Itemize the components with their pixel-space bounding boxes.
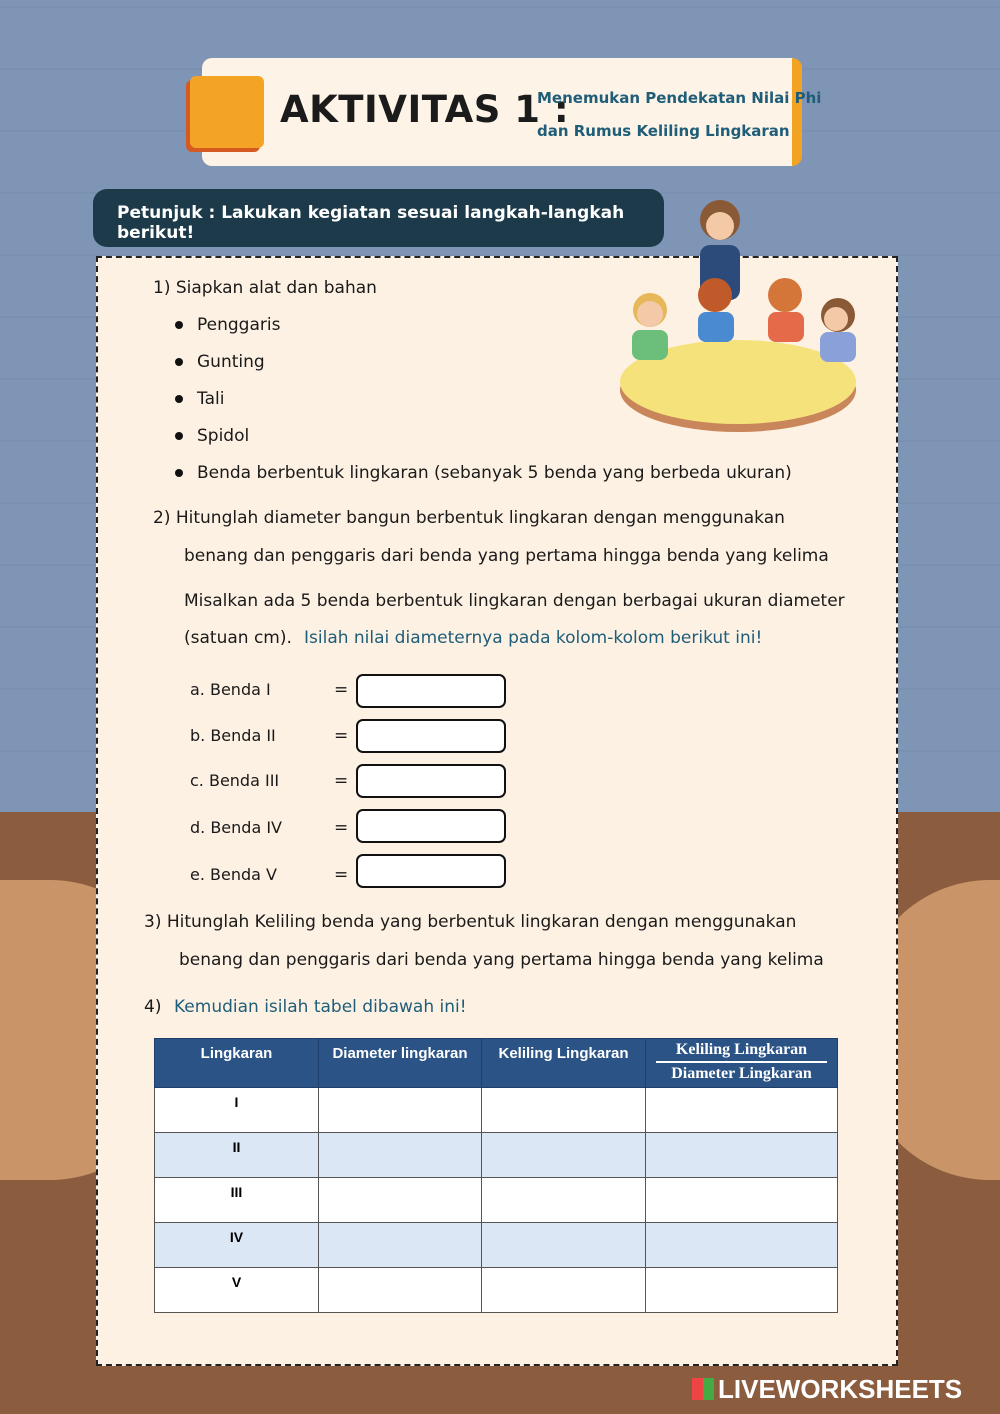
step2-text: (satuan cm). — [184, 628, 292, 648]
bullet-icon — [175, 321, 183, 329]
table-row — [155, 1268, 838, 1313]
step2-text: 2) Hitunglah diameter bangun berbentuk lingkaran dengan menggunakan — [153, 508, 785, 528]
row-label: II — [155, 1133, 319, 1178]
table-cell[interactable] — [482, 1088, 646, 1133]
step2-text: Misalkan ada 5 benda berbentuk lingkaran dengan berbagai ukuran diameter — [184, 591, 845, 611]
children-around-table-illustration — [610, 190, 870, 445]
equals-sign: = — [334, 680, 349, 700]
benda-1-label: a. Benda I — [190, 680, 271, 699]
equals-sign: = — [334, 865, 349, 885]
table-cell[interactable] — [319, 1088, 482, 1133]
step3-text: 3) Hitunglah Keliling benda yang berbentuk lingkaran dengan menggunakan — [144, 912, 797, 932]
row-label: V — [155, 1268, 319, 1313]
column-header: Diameter lingkaran — [319, 1039, 482, 1088]
subtitle-line: dan Rumus Keliling Lingkaran — [537, 122, 790, 140]
fraction-denominator: Diameter Lingkaran — [671, 1065, 812, 1082]
benda-5-diameter-input[interactable] — [356, 854, 506, 888]
equals-sign: = — [334, 818, 349, 838]
benda-3-diameter-input[interactable] — [356, 764, 506, 798]
benda-3-label: c. Benda III — [190, 771, 280, 790]
material-item: Spidol — [197, 426, 250, 446]
subtitle-line: Menemukan Pendekatan Nilai Phi — [537, 89, 822, 107]
table-row — [155, 1223, 838, 1268]
benda-5-label: e. Benda V — [190, 865, 277, 884]
equals-sign: = — [334, 771, 349, 791]
bullet-icon — [175, 395, 183, 403]
benda-4-diameter-input[interactable] — [356, 809, 506, 843]
equals-sign: = — [334, 726, 349, 746]
row-label: III — [155, 1178, 319, 1223]
liveworksheets-logo — [692, 1374, 962, 1405]
material-item: Benda berbentuk lingkaran (sebanyak 5 benda yang berbeda ukuran) — [197, 463, 792, 483]
step2-instruction: Isilah nilai diameternya pada kolom-kolom berikut ini! — [304, 628, 763, 648]
material-item: Penggaris — [197, 315, 281, 335]
benda-2-label: b. Benda II — [190, 726, 276, 745]
table-cell[interactable] — [646, 1133, 838, 1178]
step4-number: 4) — [144, 997, 162, 1017]
step2-text: benang dan penggaris dari benda yang pertama hingga benda yang kelima — [184, 546, 829, 566]
table-cell[interactable] — [319, 1223, 482, 1268]
instruction-banner: Petunjuk : Lakukan kegiatan sesuai langkah-langkah berikut! — [93, 189, 664, 247]
column-header: Keliling Lingkaran — [482, 1039, 646, 1088]
table-cell[interactable] — [482, 1133, 646, 1178]
step1-title: 1) Siapkan alat dan bahan — [153, 278, 377, 298]
table-cell[interactable] — [646, 1088, 838, 1133]
bullet-icon — [175, 358, 183, 366]
table-cell[interactable] — [319, 1268, 482, 1313]
material-item: Tali — [197, 389, 225, 409]
table-cell[interactable] — [646, 1268, 838, 1313]
page-title: AKTIVITAS 1 : — [280, 88, 570, 131]
step4-text: Kemudian isilah tabel dibawah ini! — [174, 997, 467, 1017]
table-cell[interactable] — [646, 1178, 838, 1223]
benda-1-diameter-input[interactable] — [356, 674, 506, 708]
table-row — [155, 1133, 838, 1178]
table-cell[interactable] — [482, 1223, 646, 1268]
step3-text: benang dan penggaris dari benda yang pertama hingga benda yang kelima — [179, 950, 824, 970]
table-row — [155, 1178, 838, 1223]
row-label: IV — [155, 1223, 319, 1268]
results-table — [154, 1038, 838, 1313]
table-cell[interactable] — [319, 1133, 482, 1178]
table-cell[interactable] — [482, 1178, 646, 1223]
material-item: Gunting — [197, 352, 265, 372]
brand-name: LIVEWORKSHEETS — [718, 1374, 963, 1404]
column-header: Lingkaran — [155, 1039, 319, 1088]
row-label: I — [155, 1088, 319, 1133]
benda-4-label: d. Benda IV — [190, 818, 282, 837]
bullet-icon — [175, 432, 183, 440]
benda-2-diameter-input[interactable] — [356, 719, 506, 753]
table-cell[interactable] — [482, 1268, 646, 1313]
orange-square-decoration — [190, 76, 264, 148]
table-row — [155, 1088, 838, 1133]
page-subtitle — [537, 82, 821, 148]
logo-icon — [692, 1378, 714, 1400]
bullet-icon — [175, 469, 183, 477]
fraction-numerator: Keliling Lingkaran — [656, 1039, 827, 1063]
table-cell[interactable] — [646, 1223, 838, 1268]
column-header-ratio — [646, 1039, 838, 1088]
table-cell[interactable] — [319, 1178, 482, 1223]
